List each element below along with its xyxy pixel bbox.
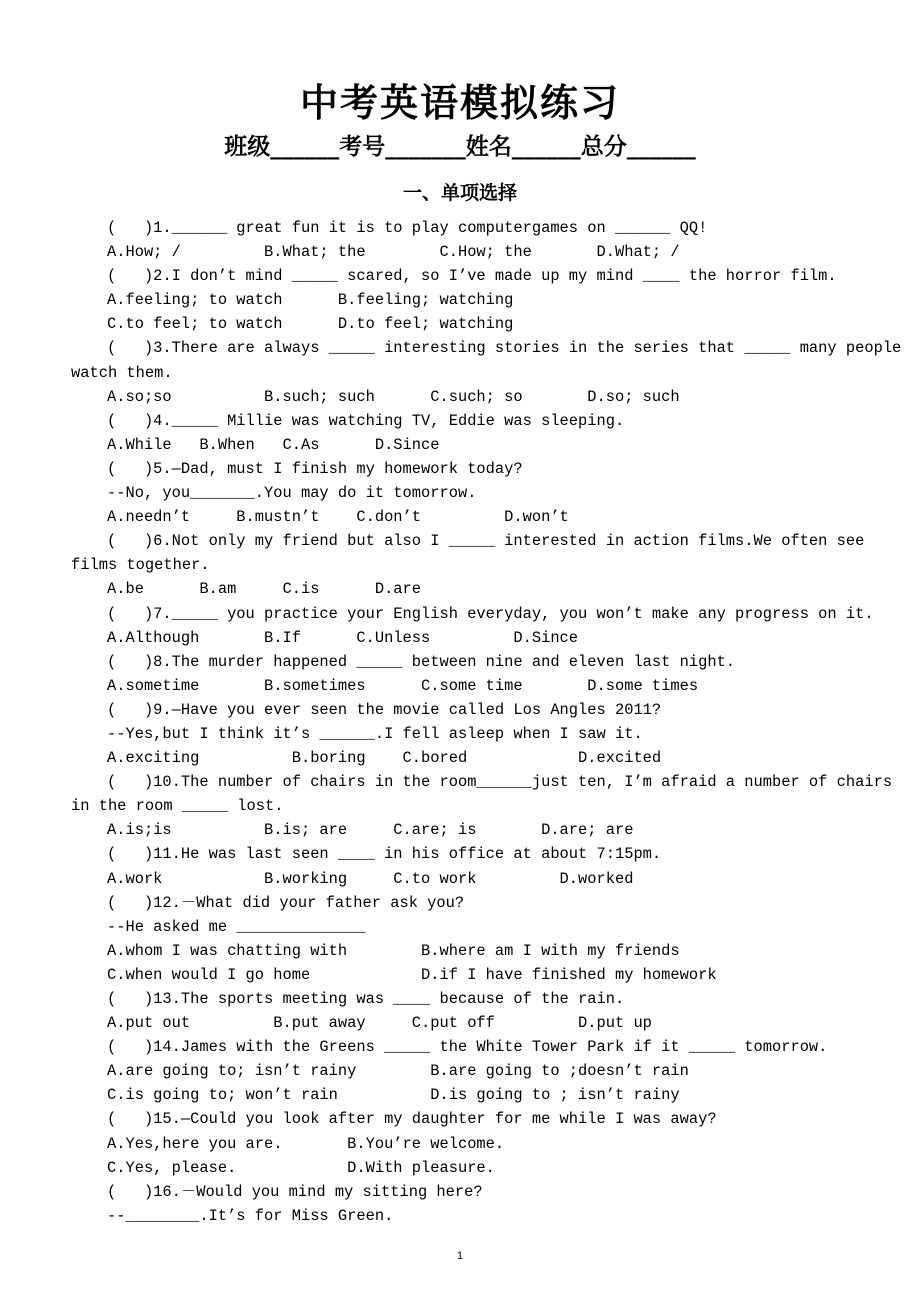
question-line: A.work B.working C.to work D.worked [107,869,634,888]
question-line: A.How; / B.What; the C.How; the D.What; / [107,243,680,262]
question-line: A.whom I was chatting with B.where am I with my friends [107,941,680,960]
question-line: films together. [71,556,210,575]
question-line: C.when would I go home D.if I have finished my homework [107,965,717,984]
question-line: ( )9.—Have you ever seen the movie called Los Angles 2011? [107,700,662,719]
question-line: C.is going to; won’t rain D.is going to ; isn’t rainy [107,1086,680,1105]
question-line: A.is;is B.is; are C.are; is D.are; are [107,821,634,840]
question-line: ( )13.The sports meeting was ____ because of the rain. [107,990,625,1008]
question-line: ( )10.The number of chairs in the room______just ten, I’m afraid a number of chairs [107,773,893,792]
question-line: A.sometime B.sometimes C.some time D.some times [107,676,699,695]
question-line: ( )11.He was last seen ____ in his office at about 7:15pm. [107,845,662,864]
question-line: --Yes,but I think it’s ______.I fell asleep when I saw it. [107,724,643,743]
question-line: C.Yes, please. D.With pleasure. [107,1158,495,1177]
question-line: A.so;so B.such; such C.such; so D.so; such [107,387,680,406]
page-number: 1 [456,1250,464,1262]
question-line: A.needn’t B.mustn’t C.don’t D.won’t [107,508,569,527]
question-line: ( )8.The murder happened _____ between nine and eleven last night. [107,652,736,671]
section-heading: 一、单项选择 [402,182,517,204]
question-line: ( )7._____ you practice your English everyday, you won’t make any progress on it. [107,604,874,623]
student-info-line: 班级______考号_______姓名______总分______ [224,134,696,160]
question-line: ( )2.I don’t mind _____ scared, so I’ve made up my mind ____ the horror film. [107,267,837,286]
question-line: ( )14.James with the Greens _____ the White Tower Park if it _____ tomorrow. [107,1038,828,1057]
question-line: --He asked me ______________ [107,917,366,936]
question-line: ( )12.－What did your father ask you? [107,893,465,912]
question-line: ( )3.There are always _____ interesting stories in the series that _____ many people [107,339,902,358]
question-line: ( )6.Not only my friend but also I _____ interested in action films.We often see [107,532,865,551]
question-line: A.Although B.If C.Unless D.Since [107,628,579,647]
question-line: in the room _____ lost. [71,797,284,816]
question-line: ( )4._____ Millie was watching TV, Eddie was sleeping. [107,411,625,430]
question-line: --No, you_______.You may do it tomorrow. [107,484,477,503]
question-line: A.While B.When C.As D.Since [107,435,440,454]
question-line: ( )16.－Would you mind my sitting here? [107,1182,483,1201]
question-line: A.exciting B.boring C.bored D.excited [107,749,662,768]
question-line: A.put out B.put away C.put off D.put up [107,1014,652,1033]
question-line: ( )1.______ great fun it is to play computergames on ______ QQ! [107,219,708,237]
question-list [71,216,902,1228]
page-title: 中考英语模拟练习 [299,81,620,125]
question-line: watch them. [71,363,173,382]
question-line: ( )5.—Dad, must I finish my homework today? [107,459,523,478]
question-line: ( )15.—Could you look after my daughter for me while I was away? [107,1110,717,1129]
question-line: A.be B.am C.is D.are [107,580,422,599]
question-line: C.to feel; to watch D.to feel; watching [107,315,514,334]
question-line: A.Yes,here you are. B.You’re welcome. [107,1134,505,1153]
question-line: A.are going to; isn’t rainy B.are going to ;doesn’t rain [107,1062,689,1081]
question-line: A.feeling; to watch B.feeling; watching [107,291,514,310]
question-line: --________.It’s for Miss Green. [107,1206,394,1225]
